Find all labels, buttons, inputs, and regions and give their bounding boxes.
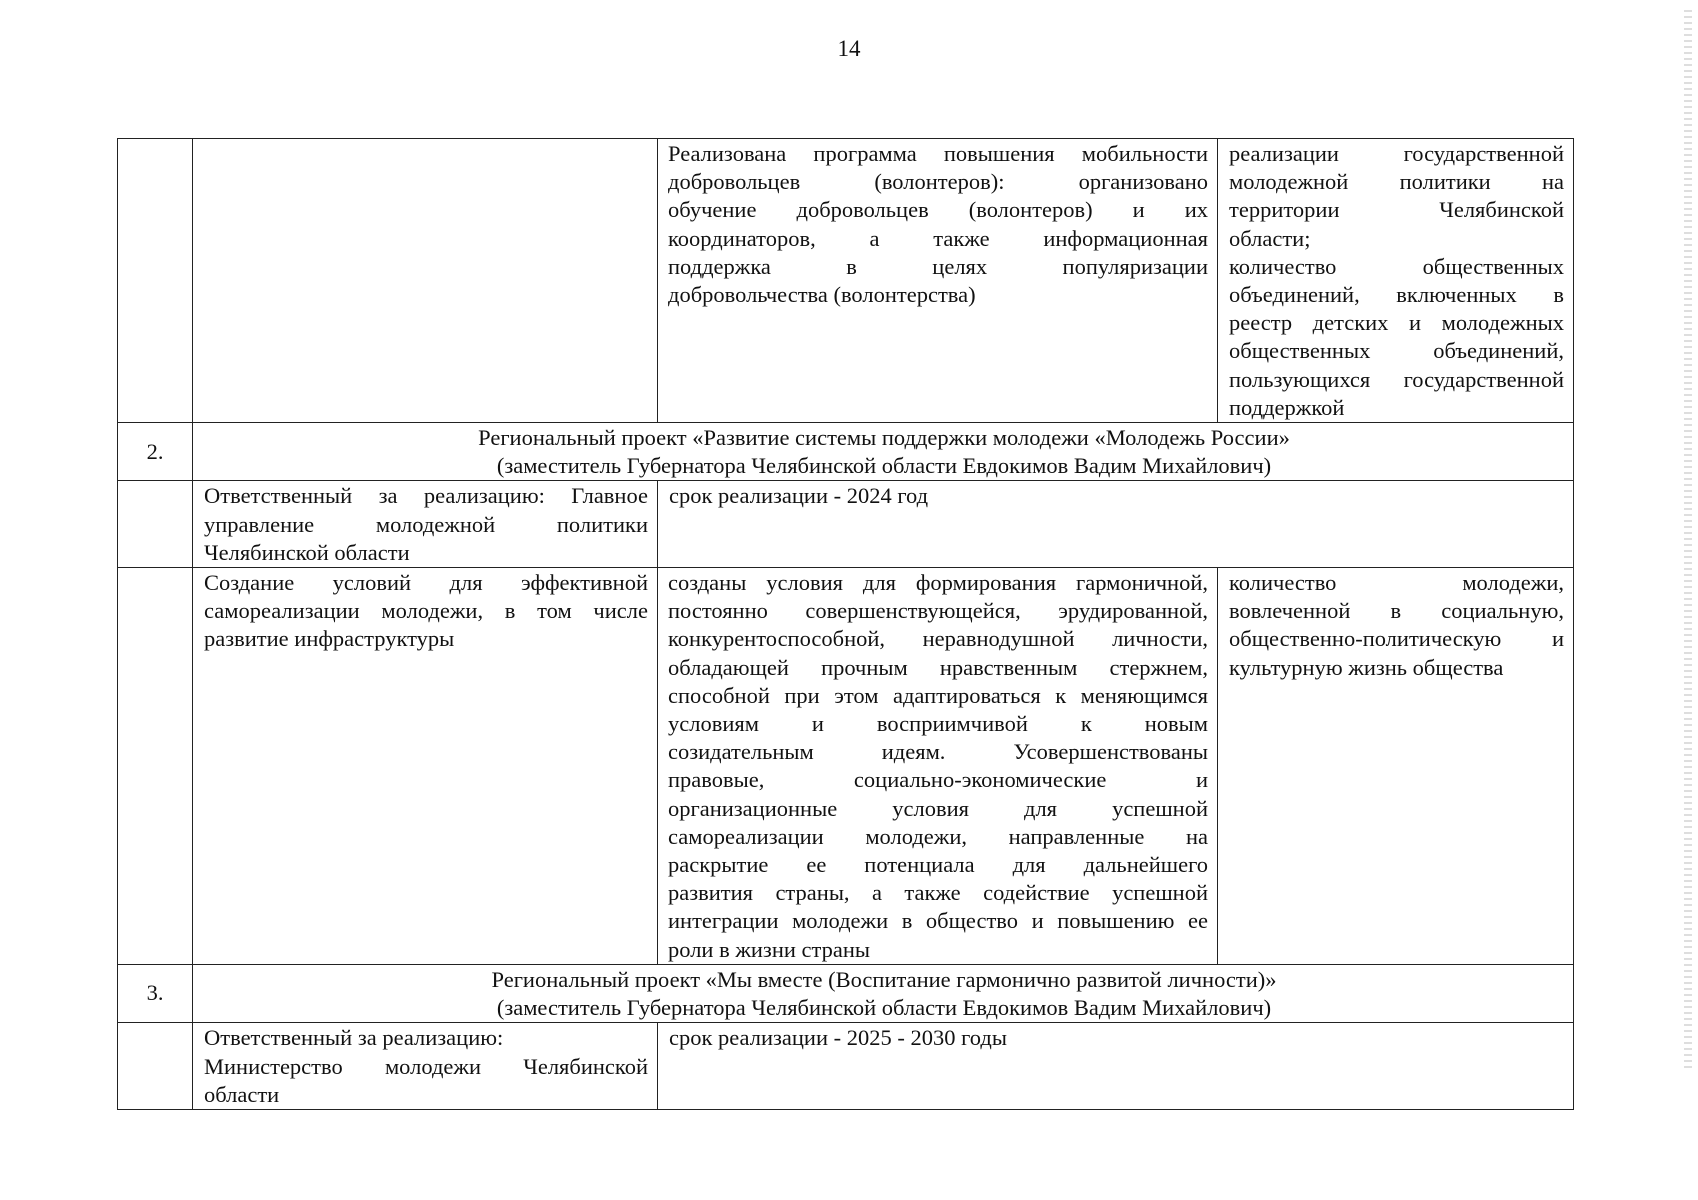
project-title-cell <box>193 964 1574 1022</box>
number-cell-empty <box>118 481 193 568</box>
result-line: созданы условия для формирования гармоничной, <box>668 570 1208 596</box>
indicator-line: пользующихся государственной <box>1229 366 1564 392</box>
responsible-row <box>118 1023 1574 1110</box>
scan-edge-marks <box>1684 10 1692 1070</box>
result-line: поддержка в целях популяризации <box>668 253 1208 279</box>
indicator-line: вовлеченной в социальную, <box>1229 598 1564 624</box>
number-cell-empty <box>118 139 193 423</box>
number-cell-empty <box>118 568 193 965</box>
responsible-line: управление молодежной политики <box>204 511 648 537</box>
result-line: организационные условия для успешной <box>668 795 1208 821</box>
task-cell-empty <box>193 139 658 423</box>
responsible-line: Ответственный за реализацию: <box>204 1025 504 1051</box>
project-number: 3. <box>118 964 193 1022</box>
result-line: постоянно совершенствующейся, эрудированной, <box>668 598 1208 624</box>
responsible-line: Ответственный за реализацию: Главное <box>204 483 648 509</box>
project-curator: (заместитель Губернатора Челябинской области Евдокимов Вадим Михайлович) <box>496 995 1272 1021</box>
term-cell <box>658 481 1574 568</box>
project-curator: (заместитель Губернатора Челябинской области Евдокимов Вадим Михайлович) <box>496 453 1272 479</box>
responsible-line: области <box>204 1081 280 1107</box>
indicator-line: поддержкой <box>1229 394 1345 420</box>
indicator-line: территории Челябинской <box>1229 197 1564 223</box>
term-text: срок реализации - 2025 - 2030 годы <box>669 1025 1007 1051</box>
result-line: конкурентоспособной, неравнодушной личности, <box>668 626 1208 652</box>
result-line: самореализации молодежи, направленные на <box>668 823 1208 849</box>
indicator-line: общественных объединений, <box>1229 338 1564 364</box>
result-line: раскрытие ее потенциала для дальнейшего <box>668 852 1208 878</box>
responsible-row <box>118 481 1574 568</box>
result-line: обучение добровольцев (волонтеров) и их <box>668 197 1208 223</box>
result-line: правовые, социально-экономические и <box>668 767 1208 793</box>
task-line: самореализации молодежи, в том числе <box>204 598 648 624</box>
indicator-line: реестр детских и молодежных <box>1229 310 1564 336</box>
term-cell <box>658 1023 1574 1110</box>
project-number: 2. <box>118 423 193 481</box>
result-cell <box>658 568 1218 965</box>
program-table <box>117 138 1574 1110</box>
result-line: добровольцев (волонтеров): организовано <box>668 169 1208 195</box>
result-line: обладающей прочным нравственным стержнем, <box>668 654 1208 680</box>
term-text: срок реализации - 2024 год <box>669 483 929 509</box>
indicator-line: культурную жизнь общества <box>1229 654 1504 680</box>
table-row-continuation <box>118 139 1574 423</box>
number-cell-empty <box>118 1023 193 1110</box>
indicator-line: общественно-политическую и <box>1229 626 1564 652</box>
project-title: Региональный проект «Мы вместе (Воспитание гармонично развитой личности)» <box>491 966 1277 992</box>
result-line: роли в жизни страны <box>668 936 871 962</box>
task-cell <box>193 568 658 965</box>
indicator-cell <box>1218 568 1574 965</box>
project-title-cell <box>193 423 1574 481</box>
indicator-line: молодежной политики на <box>1229 169 1564 195</box>
responsible-line: Челябинской области <box>204 539 410 565</box>
page-number: 14 <box>837 36 861 61</box>
responsible-cell <box>193 1023 658 1110</box>
result-line: созидательным идеям. Усовершенствованы <box>668 739 1208 765</box>
result-line: координаторов, а также информационная <box>668 225 1208 251</box>
result-line: развития страны, а также содействие успешной <box>668 880 1208 906</box>
result-line: добровольчества (волонтерства) <box>668 282 976 308</box>
indicator-line: количество общественных <box>1229 253 1564 279</box>
result-cell <box>658 139 1218 423</box>
task-row <box>118 568 1574 965</box>
project-header-row <box>118 423 1574 481</box>
indicator-line: количество молодежи, <box>1229 570 1564 596</box>
responsible-cell <box>193 481 658 568</box>
indicator-line: объединений, включенных в <box>1229 282 1564 308</box>
task-line: Создание условий для эффективной <box>204 570 648 596</box>
result-line: Реализована программа повышения мобильности <box>668 141 1208 166</box>
result-line: условиям и восприимчивой к новым <box>668 711 1208 737</box>
project-header-row <box>118 964 1574 1022</box>
project-title: Региональный проект «Развитие системы поддержки молодежи «Молодежь России» <box>478 425 1290 451</box>
indicator-line: области; <box>1229 225 1311 251</box>
indicator-cell <box>1218 139 1574 423</box>
responsible-line: Министерство молодежи Челябинской <box>204 1053 648 1079</box>
result-line: интеграции молодежи в общество и повышению ее <box>668 908 1208 934</box>
task-line: развитие инфраструктуры <box>204 626 455 652</box>
result-line: способной при этом адаптироваться к меняющимся <box>668 682 1208 708</box>
indicator-line: реализации государственной <box>1229 141 1564 166</box>
